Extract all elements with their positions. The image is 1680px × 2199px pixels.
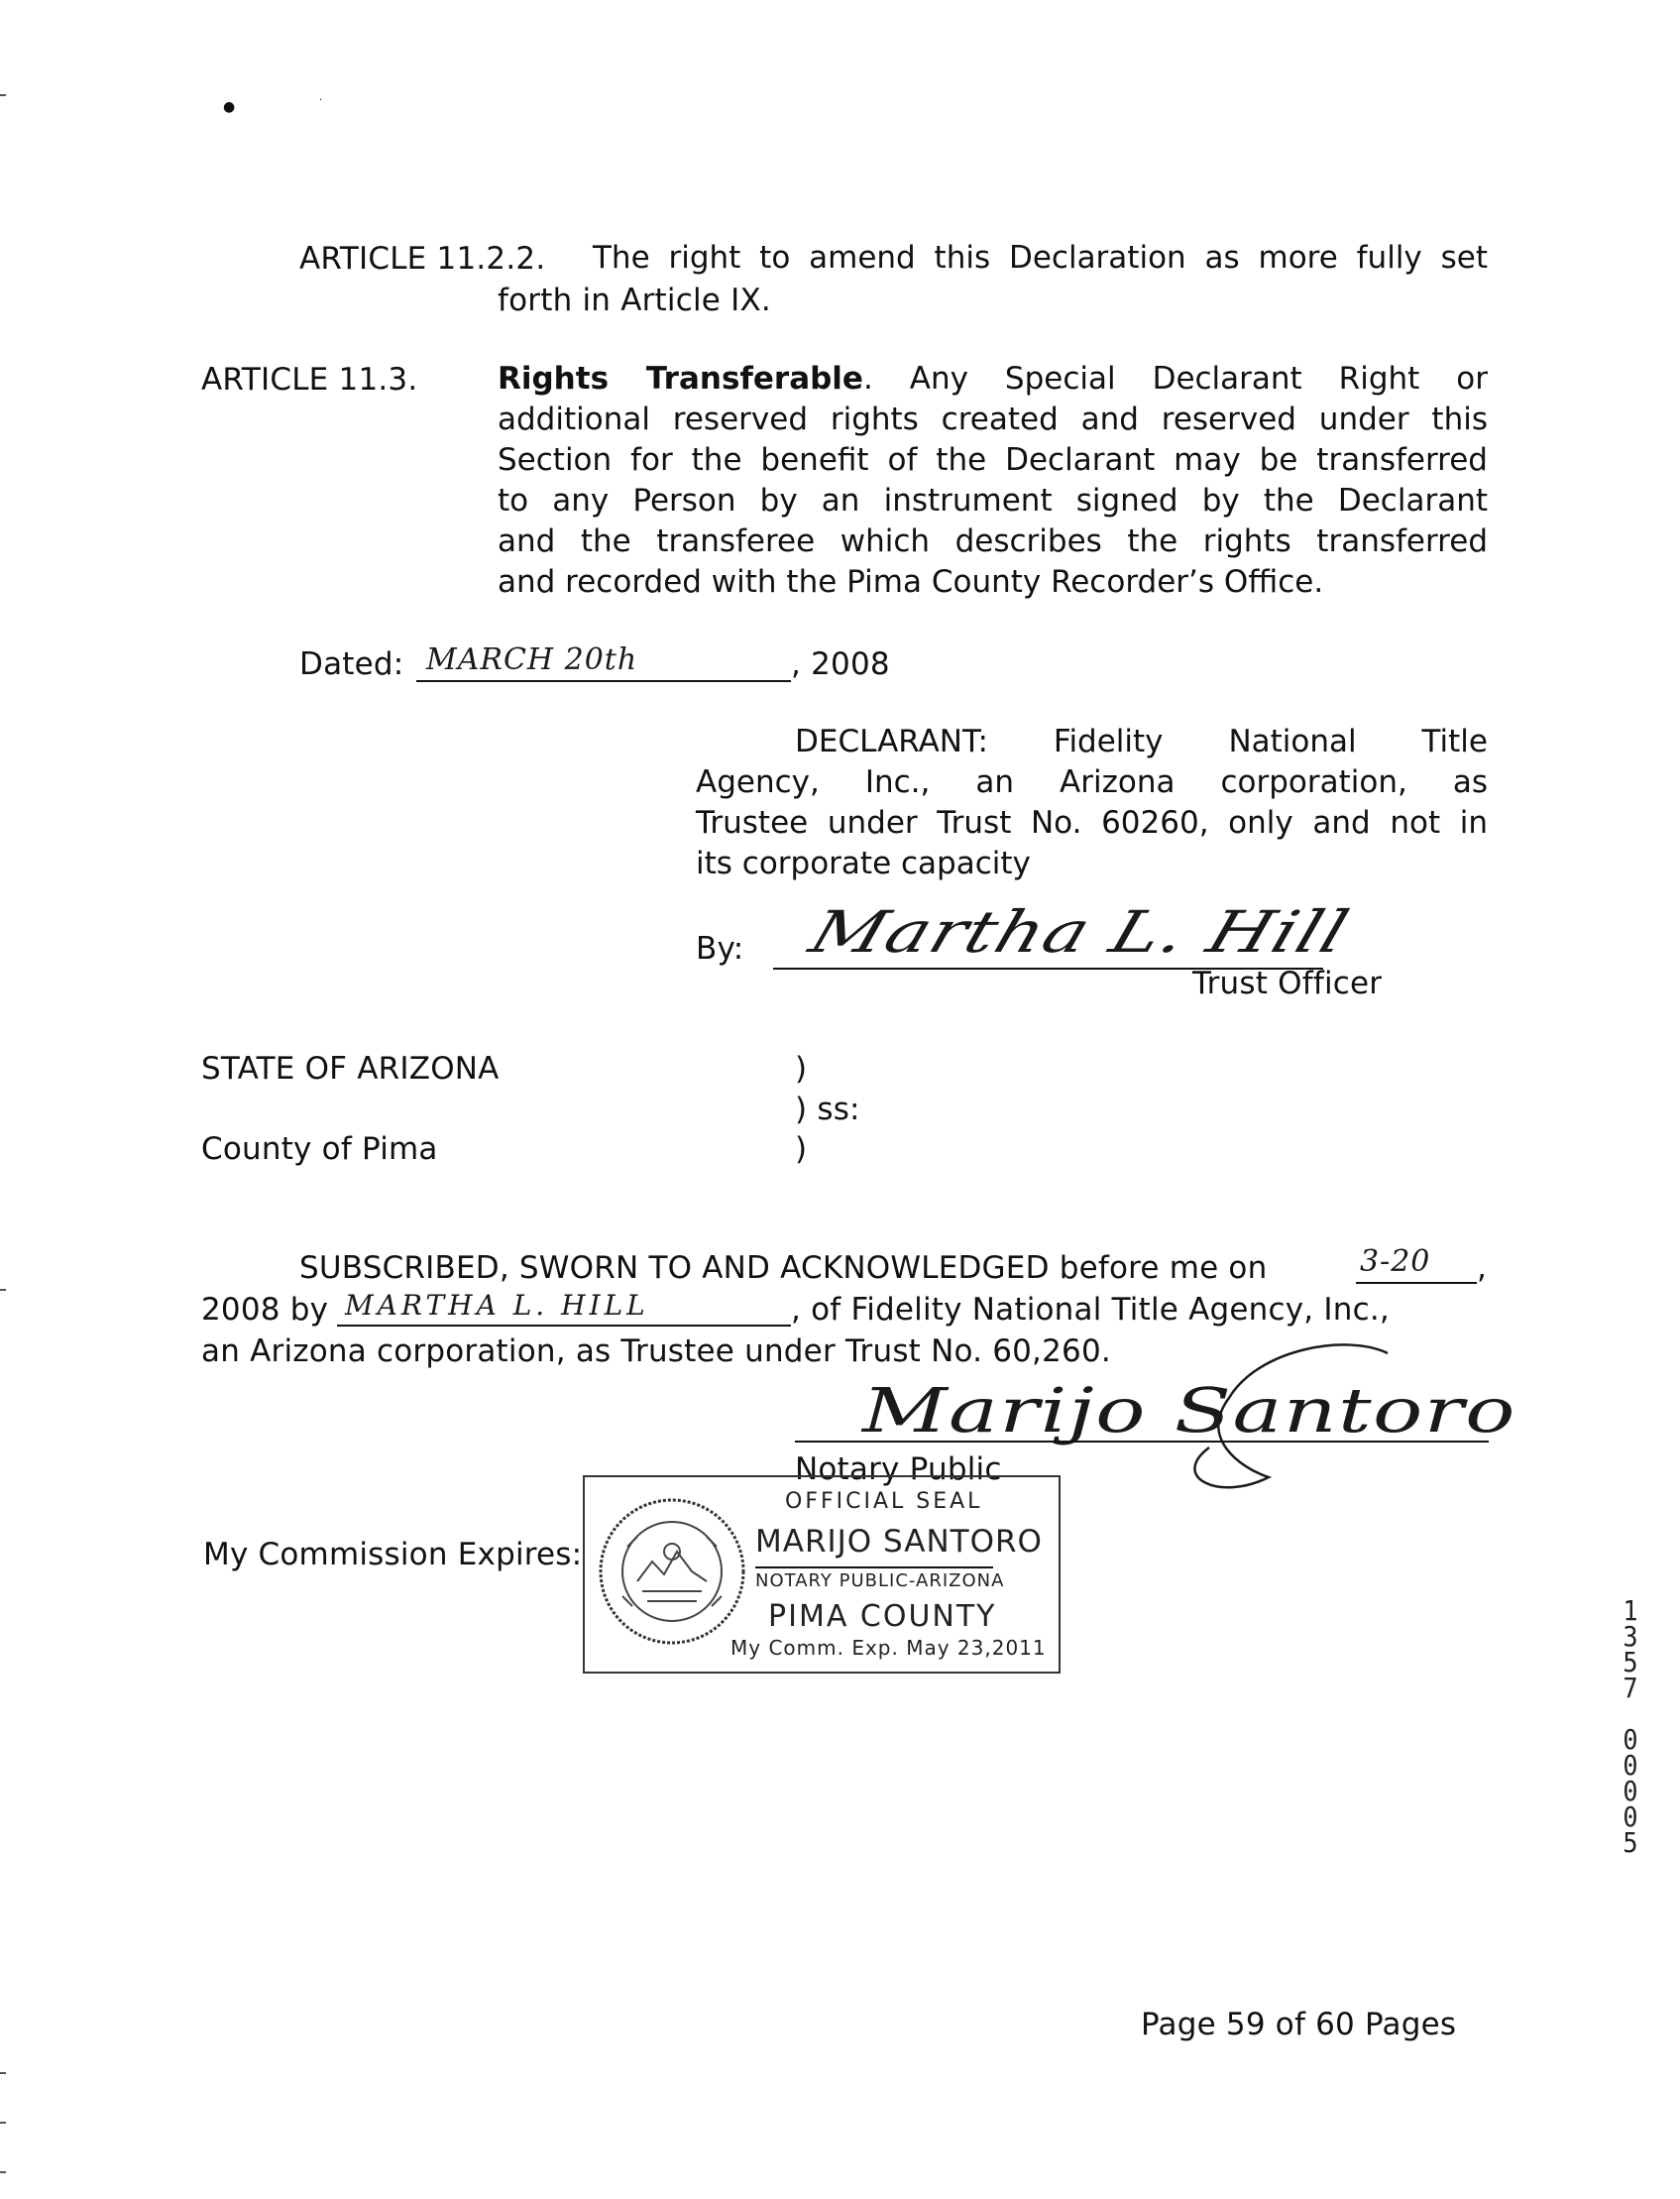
seal-divider: [755, 1566, 993, 1568]
acknowledgment-line-1-end: ,: [1477, 1250, 1488, 1286]
dated-handwritten-date: MARCH 20th: [426, 642, 638, 677]
recording-digit: 7: [1623, 1672, 1638, 1704]
declarant-line: DECLARANT: Fidelity National Title: [795, 724, 1488, 759]
scan-edge-mark: [0, 2122, 6, 2124]
commission-expires-label: My Commission Expires:: [203, 1537, 583, 1572]
declarant-line: Trustee under Trust No. 60260, only and not in: [696, 805, 1488, 841]
article-11-3-first-line-rest: . Any Special Declarant Right or: [862, 361, 1488, 397]
notary-signature-line: [795, 1441, 1489, 1443]
recording-number: [1613, 1594, 1648, 1859]
acknowledgment-line-2-start: 2008 by: [201, 1292, 329, 1328]
article-11-2-2-line: The right to amend this Declaration as more fully set: [593, 240, 1488, 276]
recording-digit: 0: [1623, 1800, 1638, 1833]
notary-signature-flourish: [1090, 1329, 1407, 1497]
dated-label: Dated:: [299, 646, 404, 682]
acknowledgment-hand-name: MARTHA L. HILL: [345, 1289, 649, 1322]
notary-public-label: Notary Public: [795, 1451, 1002, 1487]
notary-signature: Marijo Santoro: [862, 1374, 1516, 1447]
recording-digit: 0: [1623, 1775, 1638, 1807]
article-11-3-line: and recorded with the Pima County Recorder’s Office.: [498, 564, 1324, 600]
acknowledgment-line-1: SUBSCRIBED, SWORN TO AND ACKNOWLEDGED before me on: [299, 1250, 1268, 1286]
article-11-3-heading: Rights Transferable: [498, 361, 863, 397]
acknowledgment-hand-date: 3-20: [1360, 1244, 1431, 1279]
scan-edge-mark: [0, 94, 6, 96]
by-label: By:: [696, 931, 744, 967]
acknowledgment-date-underline: [1356, 1282, 1477, 1284]
recording-digit: 5: [1623, 1826, 1638, 1859]
declarant-block: [696, 722, 1488, 884]
seal-notary-title: NOTARY PUBLIC-ARIZONA: [755, 1570, 1005, 1591]
article-11-3-line: and the transferee which describes the rights transferred: [498, 523, 1488, 559]
scan-edge-mark: [0, 2171, 6, 2173]
dated-underline: [416, 680, 791, 682]
declarant-line: Agency, Inc., an Arizona corporation, as: [696, 764, 1488, 800]
article-11-3-first-line: [498, 359, 1488, 400]
recording-digit: 1: [1623, 1594, 1638, 1627]
recording-digit: 0: [1623, 1749, 1638, 1782]
venue-paren: ): [795, 1131, 808, 1167]
scan-edge-mark: [0, 1289, 6, 1291]
article-11-3-text: [498, 359, 1488, 603]
acknowledgment-line-2-rest: , of Fidelity National Title Agency, Inc.,: [791, 1292, 1390, 1328]
article-11-3-line: additional reserved rights created and reserved under this: [498, 402, 1488, 437]
article-11-2-2-line: forth in Article IX.: [498, 283, 771, 318]
scan-speck: ·: [319, 95, 323, 106]
article-11-3-label: ARTICLE 11.3.: [201, 362, 418, 398]
scan-speck: ●: [223, 99, 236, 115]
seal-county: PIMA COUNTY: [768, 1599, 997, 1634]
seal-notary-name: MARIJO SANTORO: [755, 1524, 1043, 1560]
article-11-2-2-text: [593, 238, 1488, 279]
trust-officer-title: Trust Officer: [1192, 966, 1383, 1001]
seal-official-text: OFFICIAL SEAL: [785, 1489, 983, 1514]
seal-expiration: My Comm. Exp. May 23,2011: [730, 1636, 1047, 1660]
declarant-line: its corporate capacity: [696, 846, 1031, 881]
venue-county: County of Pima: [201, 1131, 438, 1167]
recording-digit: 3: [1623, 1620, 1638, 1653]
article-11-3-line: to any Person by an instrument signed by the Declarant: [498, 483, 1488, 519]
page-number: Page 59 of 60 Pages: [1141, 2007, 1457, 2042]
venue-paren: ): [795, 1051, 808, 1087]
article-11-2-2-label: ARTICLE 11.2.2.: [299, 241, 546, 277]
dated-year: , 2008: [791, 646, 890, 682]
recording-digit: 0: [1623, 1723, 1638, 1756]
declarant-signature: Martha L. Hill: [801, 898, 1358, 966]
acknowledgment-name-underline: [337, 1325, 791, 1327]
acknowledgment-line-3: an Arizona corporation, as Trustee under Trust No. 60,260.: [201, 1333, 1111, 1369]
state-seal-emblem: [593, 1487, 751, 1656]
recording-digit: 5: [1623, 1646, 1638, 1678]
article-11-3-line: Section for the benefit of the Declarant may be transferred: [498, 442, 1488, 478]
venue-ss: ) ss:: [795, 1092, 860, 1127]
venue-state: STATE OF ARIZONA: [201, 1051, 500, 1087]
scan-edge-mark: [0, 2072, 6, 2074]
